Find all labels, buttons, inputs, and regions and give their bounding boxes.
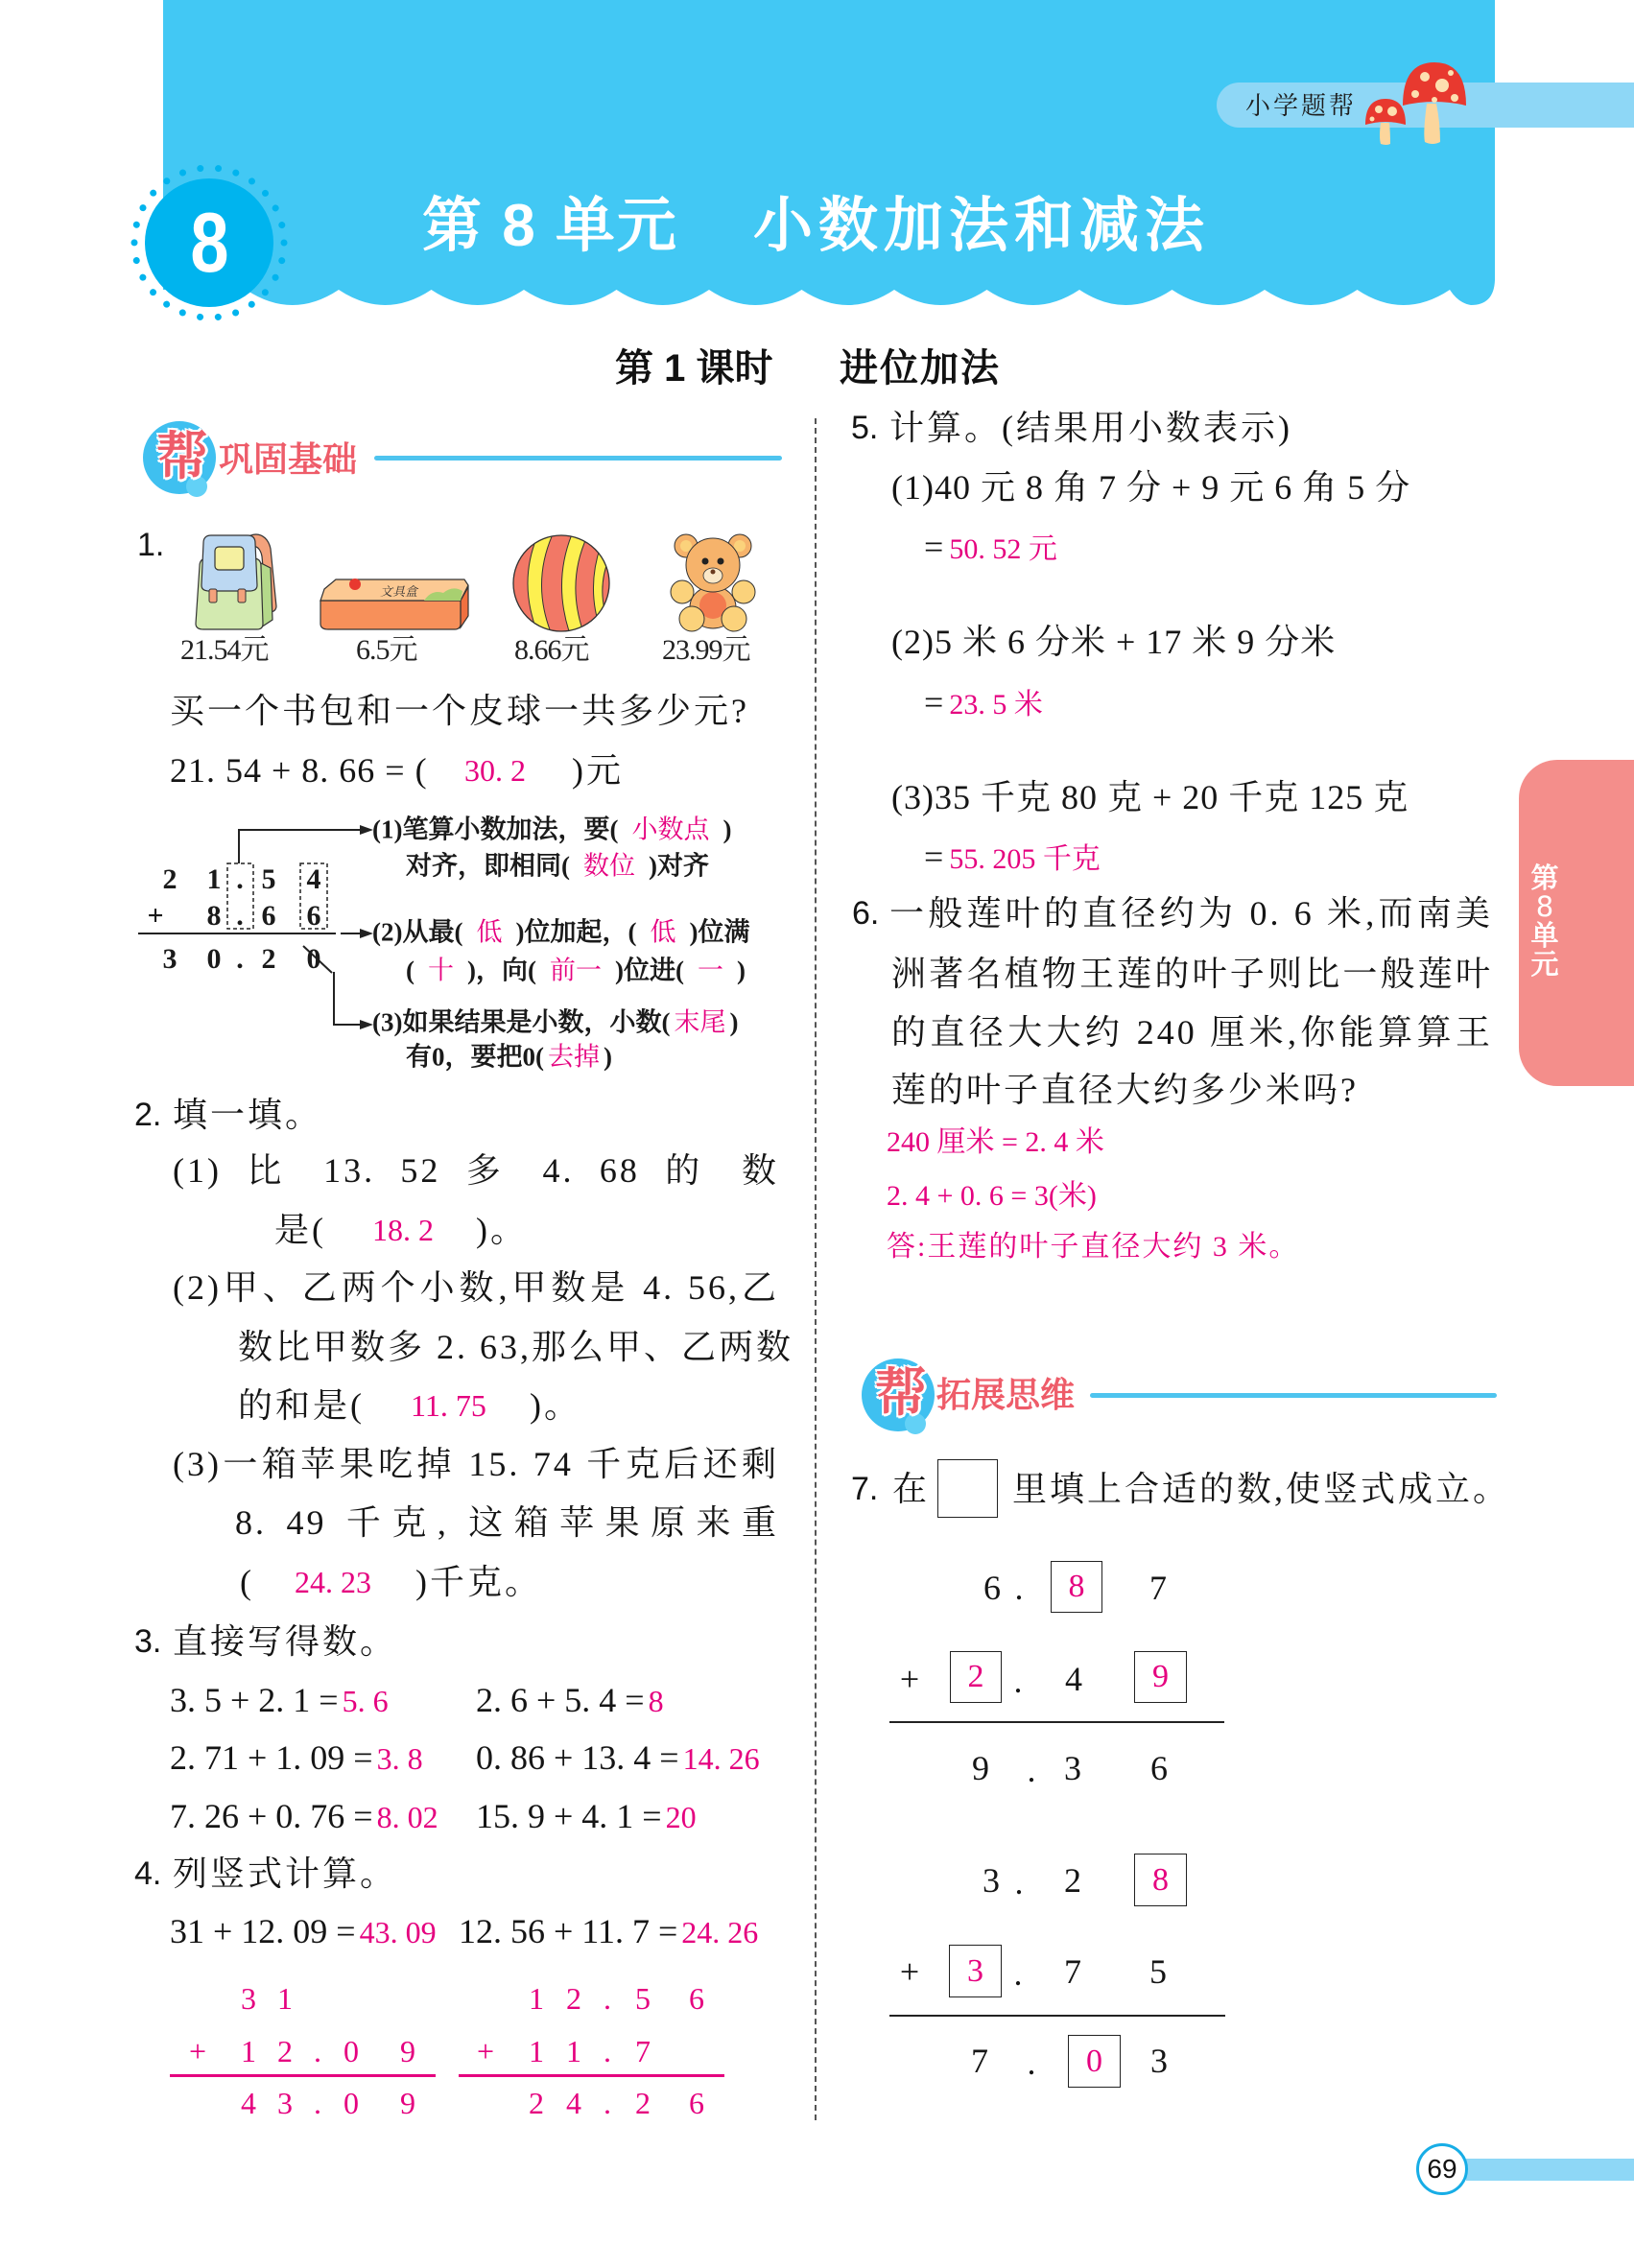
q4-vertical-digit: 1 <box>277 1981 293 2016</box>
q3-item <box>476 1740 760 1775</box>
note-answer: 前一 <box>549 956 602 985</box>
note-text: ) <box>722 815 732 844</box>
q1-vertical-plus: + <box>147 900 164 932</box>
section-badge: 帮 <box>875 1362 927 1423</box>
q2-s3-line1: (3)一箱苹果吃掉 15. 74 千克后还剩 <box>173 1445 779 1483</box>
q4-vertical-result: 4 <box>566 2086 581 2120</box>
q4-vertical-line <box>170 2074 436 2077</box>
q4-vertical-plus: + <box>188 2034 207 2068</box>
q3-expression: 0. 86 + 13. 4 = <box>476 1738 679 1777</box>
q3-item <box>170 1683 389 1717</box>
q4-vertical-digit: 1 <box>529 1981 544 2016</box>
page-number-circle <box>1416 2143 1468 2195</box>
q2-s2-line2: 数比甲数多 2. 63,那么甲、乙两数 <box>238 1328 794 1366</box>
q4-vertical-result: . <box>604 2086 611 2120</box>
note-text: (1)笔算小数加法，要( <box>372 815 619 844</box>
q4-vertical-digit: 9 <box>400 2034 415 2068</box>
note-text: )位满 <box>689 917 750 947</box>
side-tab-char: 元 <box>1530 948 1559 980</box>
q1-equation-prefix: 21. 54 + 8. 66 = ( <box>170 751 428 790</box>
q7-result-digit: 7 <box>971 2042 988 2080</box>
q4-vertical-digit: 5 <box>635 1981 651 2016</box>
price-teddy-bear: 23.99元 <box>662 634 750 666</box>
q2-s2-prefix: 的和是( <box>238 1386 365 1425</box>
column-divider <box>815 418 817 2120</box>
note-text: (2)从最( <box>372 917 463 947</box>
q5-item-1-expression: (1)40 元 8 角 7 分 + 9 元 6 角 5 分 <box>891 468 1411 507</box>
q4-vertical-digit: 1 <box>241 2034 256 2068</box>
q5-answer: 23. 5 米 <box>949 689 1043 721</box>
note-text: (3)如果结果是小数，小数( <box>372 1007 671 1037</box>
q3-item <box>476 1683 664 1717</box>
q7-answer-digit: 9 <box>1152 1659 1169 1694</box>
page-number-bar <box>1466 2159 1634 2181</box>
note-text: ) <box>604 1042 612 1072</box>
pencil-box-label: 文具盒 <box>380 584 418 599</box>
q3-title: 直接写得数。 <box>173 1622 398 1661</box>
unit-title: 小数加法和减法 <box>753 193 1211 259</box>
q4-vertical-result: 9 <box>400 2086 415 2120</box>
q1-vertical-result-digit: 2 <box>261 943 276 975</box>
q7-number: 7. <box>851 1471 879 1507</box>
price-pencil-box: 6.5元 <box>356 634 417 666</box>
q7-instruction: 里填上合适的数,使竖式成立。 <box>1012 1470 1511 1508</box>
brand-tab-label: 小学题帮 <box>1245 91 1358 120</box>
q2-s3-prefix: ( <box>240 1563 254 1601</box>
price-backpack: 21.54元 <box>180 634 269 666</box>
q7-digit: 2 <box>1064 1861 1081 1900</box>
q4-vertical-result: 0 <box>343 2086 359 2120</box>
q1-vertical-digit: 6 <box>261 900 276 932</box>
q4-item <box>170 1914 437 1949</box>
q6-line-4: 莲的叶子直径大约多少米吗? <box>891 1071 1359 1109</box>
q4-vertical-digit: 6 <box>689 1981 704 2016</box>
note-text: )对齐 <box>649 851 709 881</box>
unit-side-tab <box>1519 760 1634 1086</box>
q1-equation-answer: 30. 2 <box>464 753 526 788</box>
q2-s3-suffix: )千克。 <box>415 1563 542 1601</box>
q4-vertical-result: 3 <box>277 2086 293 2120</box>
q4-vertical-plus: + <box>476 2034 495 2068</box>
q4-vertical-digit: 3 <box>241 1981 256 2016</box>
unit-badge <box>145 178 273 307</box>
q4-vertical-digit: 2 <box>277 2034 293 2068</box>
backpack-icon <box>192 528 280 631</box>
q7-answer-box <box>1051 1561 1102 1613</box>
note-answer: 末尾 <box>674 1007 726 1037</box>
section-divider-line <box>374 456 782 461</box>
unit-badge-number: 8 <box>189 195 229 290</box>
q4-vertical-digit: 1 <box>566 2034 581 2068</box>
q7-answer-box <box>1134 1651 1187 1703</box>
q4-title: 列竖式计算。 <box>173 1855 398 1893</box>
q6-answer-3: 答:王莲的叶子直径大约 3 米。 <box>887 1231 1300 1263</box>
q3-expression: 2. 6 + 5. 4 = <box>476 1681 645 1719</box>
q5-title: 计算。(结果用小数表示) <box>889 409 1292 447</box>
q1-vertical-digit: 1 <box>206 863 222 895</box>
q2-s1-answer: 18. 2 <box>372 1213 434 1247</box>
q7-answer-box <box>949 1945 1002 1997</box>
note-text: )位进( <box>614 956 684 985</box>
note-text: 有0，要把0( <box>406 1042 544 1072</box>
q3-answer: 20 <box>665 1800 697 1834</box>
q7-answer-box <box>950 1651 1002 1703</box>
q7-answer-digit: 3 <box>967 1952 983 1989</box>
q7-digit: . <box>1014 1863 1024 1902</box>
section-title-basic: 巩固基础 <box>219 440 358 480</box>
ball-icon <box>510 532 612 634</box>
q7-answer-digit: 8 <box>1152 1861 1169 1898</box>
q6-line-3: 的直径大大约 240 厘米,你能算算王 <box>891 1013 1493 1051</box>
q4-expression: 31 + 12. 09 = <box>170 1912 356 1950</box>
q7-answer-digit: 0 <box>1086 2043 1102 2079</box>
q3-expression: 2. 71 + 1. 09 = <box>170 1738 373 1777</box>
q6-answer-2: 2. 4 + 0. 6 = 3(米) <box>887 1180 1097 1212</box>
note-text: )位加起，( <box>515 917 637 947</box>
q5-item-3-answer-line <box>924 839 1101 874</box>
q7-prefix: 在 <box>892 1470 931 1508</box>
q3-expression: 7. 26 + 0. 76 = <box>170 1797 373 1835</box>
mushroom-icon <box>1358 56 1478 147</box>
q5-item-3-expression: (3)35 千克 80 克 + 20 千克 125 克 <box>891 778 1409 816</box>
note-answer: 数位 <box>583 851 635 881</box>
q3-item <box>476 1799 697 1833</box>
q7-result-digit: . <box>1027 1751 1036 1789</box>
q2-s2-suffix: )。 <box>530 1386 581 1425</box>
q7-answer-box <box>1068 2035 1121 2088</box>
q7-sum-line <box>889 2015 1225 2017</box>
q2-title: 填一填。 <box>173 1096 323 1134</box>
q3-answer: 14. 26 <box>682 1741 760 1776</box>
q4-vertical-result: . <box>314 2086 321 2120</box>
note-text: ) <box>736 956 746 985</box>
q2-s2-answer: 11. 75 <box>411 1388 486 1423</box>
q4-number: 4. <box>134 1855 162 1892</box>
q3-expression: 3. 5 + 2. 1 = <box>170 1681 339 1719</box>
q7-digit: 6 <box>983 1569 1001 1607</box>
q7-example-empty-box <box>937 1459 998 1518</box>
q7-digit: 7 <box>1064 1952 1081 1991</box>
q6-answer-1: 240 厘米 = 2. 4 米 <box>887 1126 1104 1158</box>
q7-digit: 3 <box>983 1861 1000 1900</box>
q4-vertical-digit: . <box>314 2034 321 2068</box>
unit-side-tab-label <box>1530 863 1559 979</box>
q7-digit: 5 <box>1149 1952 1167 1991</box>
side-tab-char: 8 <box>1535 890 1554 923</box>
q7-result-digit: 3 <box>1064 1749 1081 1787</box>
q2-s2-line1: (2)甲、乙两个小数,甲数是 4. 56,乙 <box>173 1268 779 1307</box>
q2-s3-line2: 8. 49 千克, 这箱苹果原来重 <box>235 1503 779 1542</box>
q3-item <box>170 1799 438 1833</box>
lesson-label: 第 1 课时 <box>615 347 773 390</box>
q7-digit: . <box>1013 1662 1023 1700</box>
q5-number: 5. <box>851 410 879 446</box>
section-divider-line <box>1090 1393 1497 1398</box>
q7-digit: 7 <box>1149 1569 1167 1607</box>
q1-note-2-line1 <box>372 917 750 947</box>
note-text: )，向( <box>467 956 536 985</box>
q1-vertical-digit: . <box>236 863 244 895</box>
q1-vertical-digit: . <box>236 900 244 932</box>
q5-answer: 50. 52 元 <box>949 533 1057 565</box>
note-text: ( <box>406 956 414 985</box>
q1-vertical-digit: 4 <box>306 863 321 895</box>
q2-s3-answer: 24. 23 <box>295 1565 371 1599</box>
note-answer: 十 <box>428 956 454 985</box>
q1-vertical-digit: 6 <box>306 900 321 932</box>
q7-result-digit: 9 <box>972 1749 989 1787</box>
q2-s1-suffix: )。 <box>476 1211 528 1249</box>
q1-vertical-result-digit: . <box>236 943 244 975</box>
q4-answer: 24. 26 <box>681 1915 759 1949</box>
q4-answer: 43. 09 <box>359 1915 437 1949</box>
side-tab-char: 单 <box>1530 919 1559 952</box>
q4-vertical-digit: 2 <box>566 1981 581 2016</box>
side-tab-char: 第 <box>1530 862 1559 894</box>
page-number: 69 <box>1427 2154 1457 2184</box>
q5-item-2-answer-line <box>924 685 1043 720</box>
q6-number: 6. <box>852 895 880 932</box>
q1-note-2-line2 <box>406 958 746 984</box>
note-text: ) <box>729 1007 739 1037</box>
q5-item-1-answer-line <box>924 530 1057 564</box>
q6-line-2: 洲著名植物王莲的叶子则比一般莲叶 <box>891 955 1493 993</box>
q7-digit: . <box>1014 1569 1024 1607</box>
price-ball: 8.66元 <box>514 634 589 666</box>
q1-equation-suffix: )元 <box>572 751 624 790</box>
q4-item <box>459 1914 758 1949</box>
equals-sign: = <box>924 683 944 721</box>
q6-line-1: 一般莲叶的直径约为 0. 6 米,而南美 <box>889 894 1493 933</box>
q1-vertical-result-digit: 3 <box>162 943 178 975</box>
q3-item <box>170 1740 423 1775</box>
q4-vertical-result: 4 <box>241 2086 256 2120</box>
q7-answer-box <box>1134 1854 1187 1906</box>
q7-result-digit: 3 <box>1150 2042 1168 2080</box>
note-answer: 一 <box>697 956 723 985</box>
q4-vertical-result: 2 <box>635 2086 651 2120</box>
q5-item-2-expression: (2)5 米 6 分米 + 17 米 9 分米 <box>891 623 1337 661</box>
q1-note-3-line1 <box>372 1007 739 1037</box>
q1-note-1-line2 <box>406 851 709 881</box>
q4-vertical-result: 2 <box>529 2086 544 2120</box>
q4-vertical-digit: 7 <box>635 2034 651 2068</box>
q1-vertical-digit: 5 <box>261 863 276 895</box>
q3-number: 3. <box>134 1623 162 1660</box>
q7-result-digit: 6 <box>1150 1749 1168 1787</box>
q4-vertical-line <box>459 2074 724 2077</box>
equals-sign: = <box>924 838 944 876</box>
q3-expression: 15. 9 + 4. 1 = <box>476 1797 662 1835</box>
q3-answer: 8 <box>648 1684 664 1718</box>
section-badge: 帮 <box>156 426 208 486</box>
q1-number: 1. <box>137 527 165 563</box>
q4-vertical-digit: 0 <box>343 2034 359 2068</box>
equals-sign: = <box>924 528 944 566</box>
q7-answer-digit: 8 <box>1068 1569 1085 1604</box>
section-title-extend: 拓展思维 <box>936 1376 1076 1415</box>
q4-vertical-digit: . <box>604 1981 611 2016</box>
q1-question: 买一个书包和一个皮球一共多少元? <box>170 692 749 730</box>
note-text: 对齐，即相同( <box>406 851 570 881</box>
teddy-bear-icon <box>669 531 757 632</box>
unit-label: 第 8 单元 <box>422 193 678 259</box>
q4-vertical-digit: . <box>604 2034 611 2068</box>
q1-vertical-digit: 8 <box>206 900 222 932</box>
q2-s1-line1: (1) 比 13. 52 多 4. 68 的 数 <box>173 1151 779 1190</box>
q7-sum-line <box>889 1721 1224 1723</box>
lesson-title: 进位加法 <box>840 347 1001 390</box>
q7-plus: + <box>899 1952 920 1991</box>
q4-expression: 12. 56 + 11. 7 = <box>459 1912 678 1950</box>
q3-answer: 8. 02 <box>376 1800 438 1834</box>
q1-vertical-digit: 2 <box>162 863 178 895</box>
note-answer: 小数点 <box>631 815 710 844</box>
q7-digit: . <box>1013 1954 1023 1993</box>
q1-note-3-line2 <box>406 1042 612 1072</box>
q7-answer-digit: 2 <box>967 1659 984 1694</box>
q7-plus: + <box>899 1660 920 1698</box>
q4-vertical-result: 6 <box>689 2086 704 2120</box>
q2-number: 2. <box>134 1097 162 1133</box>
note-answer: 低 <box>476 917 503 947</box>
q7-digit: 4 <box>1065 1660 1082 1698</box>
q5-answer: 55. 205 千克 <box>949 843 1101 875</box>
note-answer: 去掉 <box>548 1042 600 1072</box>
pencil-box-icon <box>317 576 470 631</box>
q7-result-digit: . <box>1027 2044 1036 2082</box>
q4-vertical-digit: 1 <box>529 2034 544 2068</box>
note-answer: 低 <box>650 917 676 947</box>
q1-vertical-result-digit-crossed: 0 <box>306 943 321 975</box>
q3-answer: 5. 6 <box>342 1684 389 1718</box>
q3-answer: 3. 8 <box>376 1741 423 1776</box>
q2-s1-prefix: 是( <box>274 1211 326 1249</box>
q1-vertical-result-digit: 0 <box>206 943 222 975</box>
q1-note-1-line1 <box>372 817 731 843</box>
